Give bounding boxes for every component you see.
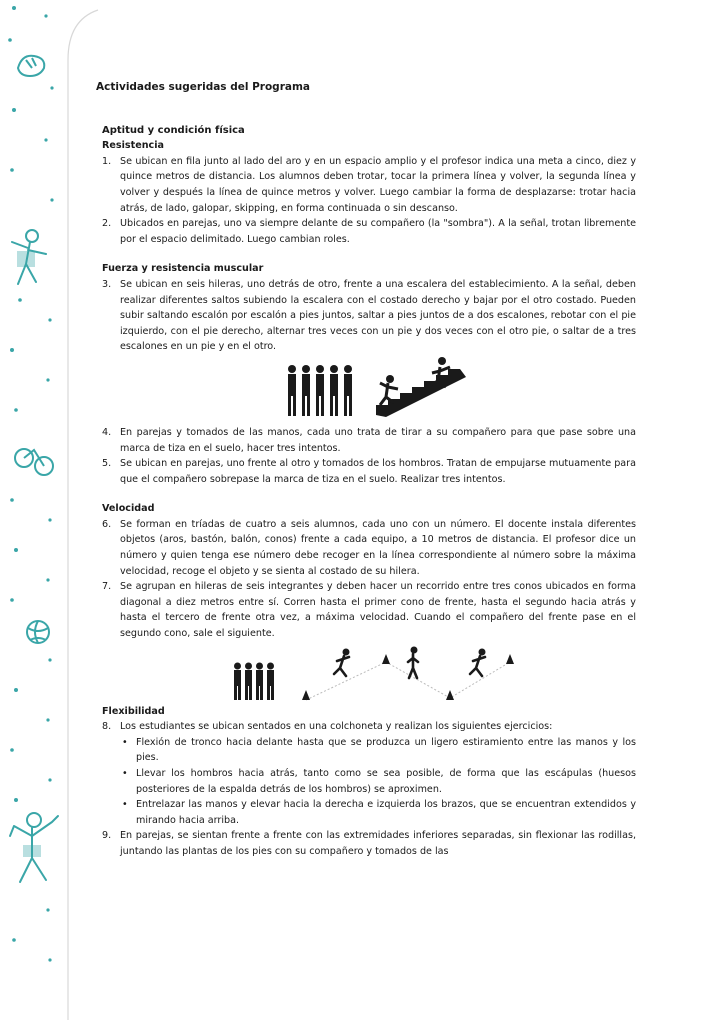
bullet-item: • Flexión de tronco hacia delante hasta que se produzca un ligero estiramiento entre las manos y los pies. (136, 735, 636, 766)
list-item (96, 828, 636, 859)
item-number: 8. (102, 721, 112, 733)
page-edge-curve (60, 0, 100, 1020)
figure-cones-icon (96, 642, 636, 704)
item-text: Se ubican en parejas, uno frente al otro y tomados de los hombros. Tratan de empujarse mutuamente para que el compañero sobrepase la marca de tiza en el suelo. Realizar tres intentos. (120, 458, 636, 485)
globe-icon (27, 621, 49, 643)
item-text: Se forman en tríadas de cuatro a seis alumnos, cada uno con un número. El docente instala diferentes objetos (aros, bastón, balón, conos) frente a cada equipo, a 10 metros de distancia. El profesor dice un número y quien tenga ese número debe recoger en la línea correspondiente al número sobre la máxima velocidad, recoge el objeto y se sienta al costado de su hilera. (120, 518, 636, 577)
list-fuerza-continued (96, 425, 636, 487)
section-title: Aptitud y condición física (102, 124, 245, 136)
list-resistencia (96, 154, 636, 248)
list-item (96, 719, 636, 735)
item-text: Se ubican en seis hileras, uno detrás de otro, frente a una escalera del establecimiento. A la señal, deben realizar diferentes saltos subiendo la escalera con el costado derecho y bajar por el otro costado. Pueden subir saltando escalón por escalón a pies juntos, saltar a pies juntos de a dos escalones, rebotar con el pie izquierdo, con el pie derecho, alternar tres veces con un pie y dos veces con el otro pie, o saltar de a tres escalones en un pie y en el otro. (120, 278, 636, 353)
list-flexibilidad-continued (96, 828, 636, 859)
list-item (96, 425, 636, 456)
list-item (96, 517, 636, 579)
subsection-title-flexibilidad: Flexibilidad (102, 705, 165, 717)
item-number: 7. (102, 581, 112, 593)
shoe-icon (18, 56, 44, 76)
runner-icon (12, 230, 46, 284)
item-number: 9. (102, 830, 112, 842)
subsection-title-resistencia: Resistencia (102, 140, 164, 152)
item-number: 5. (102, 458, 112, 470)
item-text: Ubicados en parejas, uno va siempre delante de su compañero (la "sombra"). A la señal, trotan libremente por el espacio delimitado. Luego cambian roles. (120, 218, 636, 245)
bullet-item: • Entrelazar las manos y elevar hacia la derecha e izquierda los brazos, que se encuentran extendidos y mirando hacia arriba. (136, 797, 636, 828)
item-number: 1. (102, 155, 112, 167)
list-item (96, 456, 636, 487)
stretch-figure-icon (10, 813, 58, 882)
ball-icon (15, 449, 53, 475)
item-number: 4. (102, 426, 112, 438)
queue-figures (288, 365, 352, 416)
bullet-item: • Llevar los hombros hacia atrás, tanto como se sea posible, de forma que las escápulas (huesos posteriores de la espalda detrás de los hombros) se aproximen. (136, 766, 636, 797)
list-item (96, 154, 636, 216)
item-number: 6. (102, 518, 112, 530)
page-title: Actividades sugeridas del Programa (96, 81, 310, 93)
subsection-title-fuerza: Fuerza y resistencia muscular (102, 263, 264, 275)
list-item (96, 277, 636, 355)
document-body (96, 80, 636, 860)
item-number: 2. (102, 218, 112, 230)
item-text: En parejas, se sientan frente a frente con las extremidades inferiores separadas, sin flexionar las rodillas, juntando las plantas de los pies con su compañero y tomados de las (120, 830, 636, 857)
list-velocidad (96, 517, 636, 642)
item-number: 3. (102, 278, 112, 290)
list-item (96, 579, 636, 641)
list-flexibilidad (96, 719, 636, 735)
list-item (96, 216, 636, 247)
staircase (376, 357, 466, 417)
queue-figures (234, 662, 274, 700)
item-text: En parejas y tomados de las manos, cada uno trata de tirar a su compañero para que pase sobre una marca de tiza en el suelo, hacer tres intentos. (120, 426, 636, 454)
item-text: Se ubican en fila junto al lado del aro y en un espacio amplio y el profesor indica una meta a cinco, diez y quince metros de distancia. Los alumnos deben trotar, tocar la primera línea y volver, la segunda línea y volver y después la línea de quince metros y volver. Luego cambiar la forma de desplazarse: trotar hacia atrás, de lado, galopar, skipping, en forma continuada o sin descanso. (120, 155, 636, 214)
list-fuerza (96, 277, 636, 355)
item-text: Los estudiantes se ubican sentados en una colchoneta y realizan los siguientes ejercicios: (120, 721, 553, 733)
item-text: Se agrupan en hileras de seis integrantes y deben hacer un recorrido entre tres conos ubicados en forma diagonal a diez metros entre sí. Corren hasta el primer cono de frente, hasta el segundo hacia atrás y hasta el tercero de frente otra vez, a máxima velocidad. Cuando el compañero del frente pase en el segundo cono, sale el siguiente. (120, 581, 636, 640)
subsection-title-velocidad: Velocidad (102, 503, 155, 515)
bullet-list-flexibilidad (96, 735, 636, 829)
figure-stairs-icon (96, 355, 636, 425)
